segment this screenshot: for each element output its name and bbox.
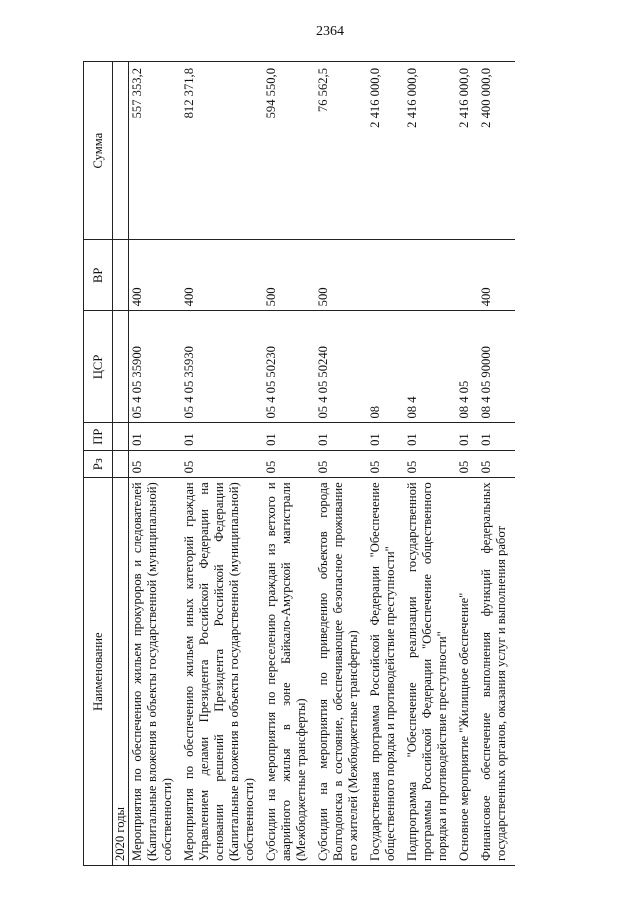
row-csr: 05 4 05 50240: [315, 311, 367, 423]
row-rz: 05: [367, 450, 404, 477]
row-vr: 400: [129, 240, 182, 311]
row-sum: 557 353,2: [129, 62, 182, 240]
header-sum: Сумма: [84, 62, 113, 240]
row-sum: 2 416 000,0: [367, 62, 404, 240]
row-rz: 05: [181, 450, 263, 477]
row-sum: 76 562,5: [315, 62, 367, 240]
row-name: Финансовое обеспечение выполнения функций федеральных государственных органов, оказания услуг и выполнения работ: [478, 478, 515, 866]
row-csr: 08 4 05 90000: [478, 311, 515, 423]
table-row: [263, 62, 315, 866]
row-sum: 594 550,0: [263, 62, 315, 240]
row-pr: 01: [456, 423, 478, 450]
table-row: [129, 62, 182, 866]
row-csr: 08 4 05: [456, 311, 478, 423]
row-vr: 500: [315, 240, 367, 311]
row-rz: 05: [129, 450, 182, 477]
row-pr: 01: [404, 423, 456, 450]
row-name: Субсидии на мероприятия по переселению граждан из ветхого и аварийного жилья в зоне Байкало-Амурской магистрали (Межбюджетные трансферты): [263, 478, 315, 866]
table-row: [404, 62, 456, 866]
row-pr: 01: [181, 423, 263, 450]
row-name: Мероприятия по обеспечению жильем иных категорий граждан Управлением делами Президента Российской Федерации на основании решений Президента Российской Федерации (Капитальные вложения в объекты государственной (муниципальной) собственности): [181, 478, 263, 866]
row-rz: 05: [478, 450, 515, 477]
row-name: Основное мероприятие "Жилищное обеспечение": [456, 478, 478, 866]
row-csr: 05 4 05 35900: [129, 311, 182, 423]
header-name: Наименование: [84, 478, 113, 866]
row-name: Подпрограмма "Обеспечение реализации государственной программы Российской Федерации "Обеспечение общественного порядка и противодействие преступности": [404, 478, 456, 866]
page-number: 2364: [316, 24, 344, 39]
row-vr: 400: [181, 240, 263, 311]
header-rz: Рз: [84, 450, 113, 477]
row-sum: 2 416 000,0: [456, 62, 478, 240]
row-vr: 400: [478, 240, 515, 311]
row-vr: 500: [263, 240, 315, 311]
row-pr: 01: [478, 423, 515, 450]
row-csr: 05 4 05 35930: [181, 311, 263, 423]
row-sum: 2 400 000,0: [478, 62, 515, 240]
row-name: Субсидии на мероприятия по приведению объектов города Волгодонска в состояние, обеспечивающее безопасное проживание его жителей (Межбюджетные трансферты): [315, 478, 367, 866]
row-pr: 01: [315, 423, 367, 450]
row-pr: 01: [367, 423, 404, 450]
row-name: Мероприятия по обеспечению жильем прокуроров и следователей (Капитальные вложения в объекты государственной (муниципальной) собственности): [129, 478, 182, 866]
table-row: [367, 62, 404, 866]
table-row: [478, 62, 515, 866]
table-row: [456, 62, 478, 866]
row-vr: [367, 240, 404, 311]
year-row: [113, 62, 129, 866]
row-sum: 2 416 000,0: [404, 62, 456, 240]
row-sum: 812 371,8: [181, 62, 263, 240]
row-rz: 05: [456, 450, 478, 477]
row-rz: 05: [263, 450, 315, 477]
year-note: 2020 годы: [113, 478, 129, 866]
row-vr: [404, 240, 456, 311]
row-pr: 01: [263, 423, 315, 450]
row-name: Государственная программа Российской Федерации "Обеспечение общественного порядка и противодействие преступности": [367, 478, 404, 866]
row-csr: 05 4 05 50230: [263, 311, 315, 423]
table-row: [315, 62, 367, 866]
header-csr: ЦСР: [84, 311, 113, 423]
row-vr: [456, 240, 478, 311]
table-header-row: [84, 62, 113, 866]
header-pr: ПР: [84, 423, 113, 450]
header-vr: ВР: [84, 240, 113, 311]
row-rz: 05: [404, 450, 456, 477]
row-csr: 08: [367, 311, 404, 423]
table-row: [181, 62, 263, 866]
row-rz: 05: [315, 450, 367, 477]
row-pr: 01: [129, 423, 182, 450]
budget-table: [83, 61, 515, 866]
row-csr: 08 4: [404, 311, 456, 423]
budget-table-frame: [83, 61, 608, 866]
